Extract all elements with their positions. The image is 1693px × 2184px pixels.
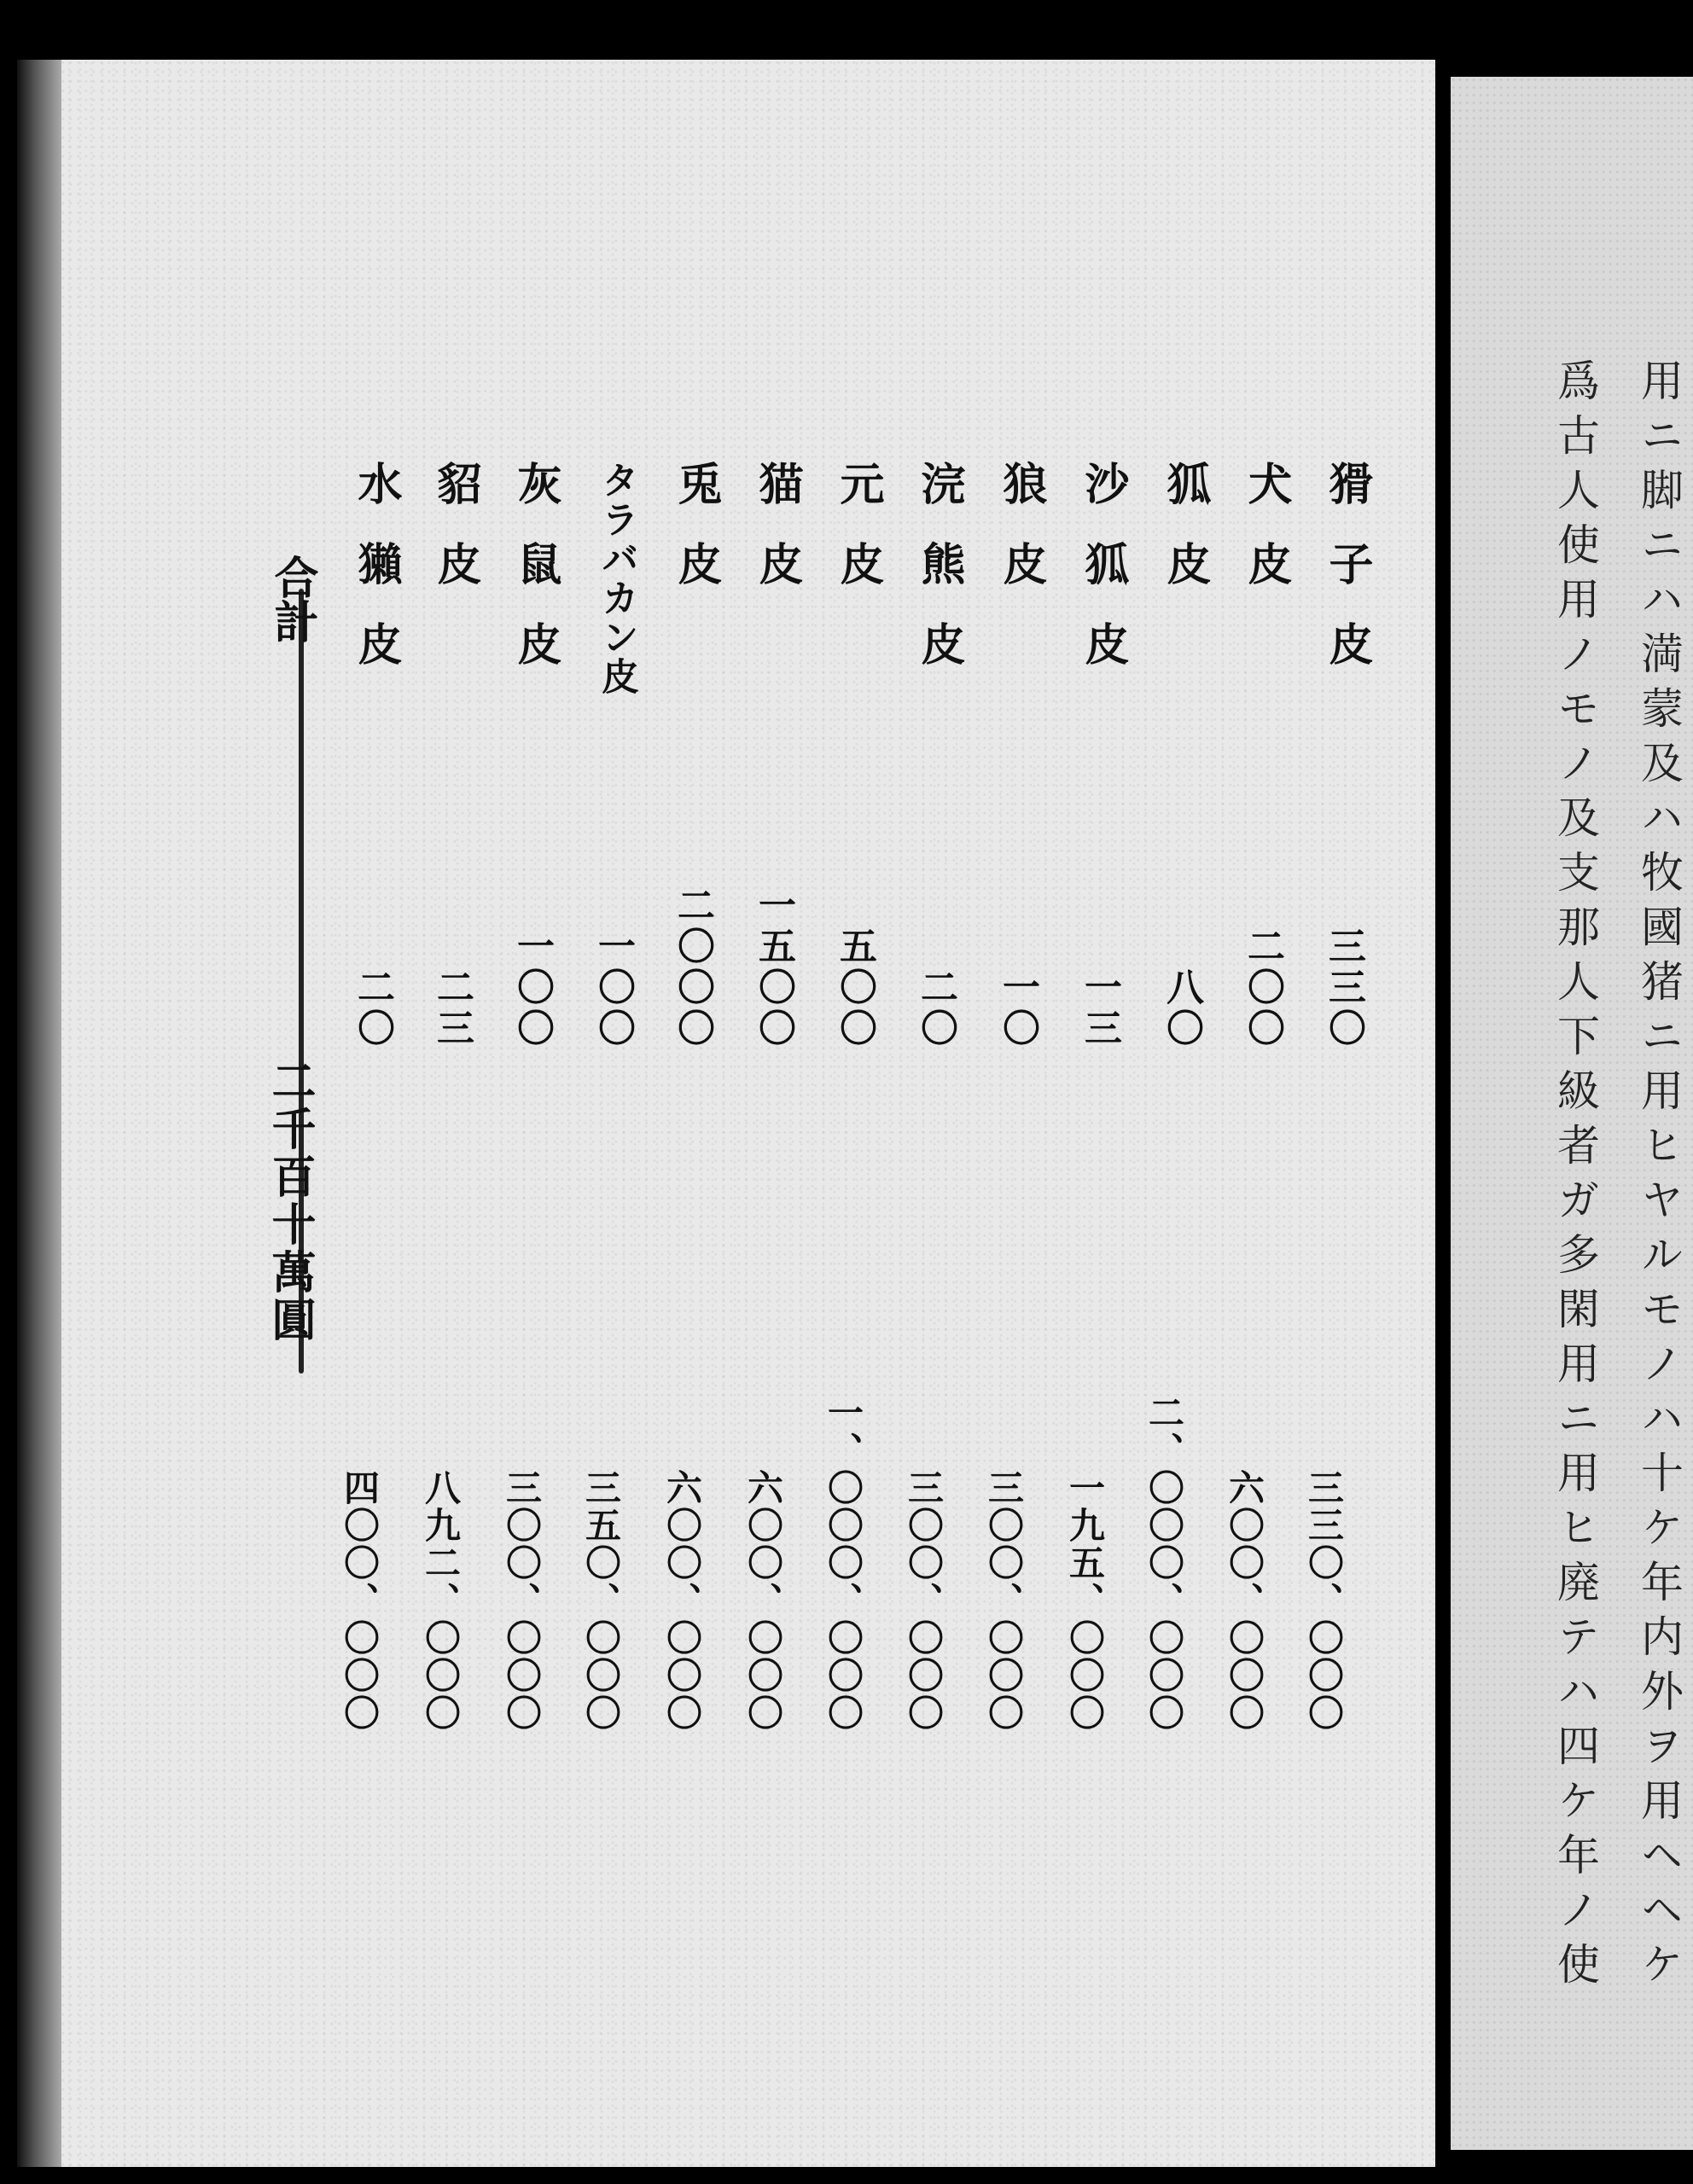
fur-quantity: 一〇〇 bbox=[510, 926, 554, 1049]
right-page-text-column: 用ニ脚ニハ満蒙及ハ牧國猪ニ用ヒヤルモノハ十ケ年内外ヲ用ヘヘケ bbox=[1634, 358, 1684, 1996]
fur-quantity: 三三〇 bbox=[1322, 926, 1365, 1049]
fur-value: 三五〇、〇〇〇 bbox=[580, 1469, 622, 1732]
fur-value: 六〇〇、〇〇〇 bbox=[1224, 1469, 1265, 1732]
fur-quantity: 二三 bbox=[430, 967, 474, 1049]
fur-name: 元皮 bbox=[832, 461, 884, 621]
book-page-edge bbox=[17, 60, 61, 2167]
fur-quantity: 二〇〇 bbox=[1241, 926, 1284, 1049]
fur-quantity: 二〇 bbox=[351, 967, 394, 1049]
fur-value: 三〇〇、〇〇〇 bbox=[903, 1469, 945, 1732]
fur-quantity: 一三 bbox=[1078, 967, 1121, 1049]
fur-value: 一九五、〇〇〇 bbox=[1064, 1469, 1106, 1732]
fur-name: 狐皮 bbox=[1159, 461, 1211, 621]
fur-name: 貂皮 bbox=[429, 461, 481, 621]
fur-value: 八九二、〇〇〇 bbox=[420, 1469, 462, 1732]
total-label: 合計 bbox=[266, 555, 318, 643]
fur-name: 水獺皮 bbox=[350, 461, 402, 701]
fur-quantity: 一〇〇 bbox=[591, 926, 635, 1049]
fur-value: 三〇〇、〇〇〇 bbox=[501, 1469, 543, 1732]
total-value: 二千百十萬圓 bbox=[264, 1058, 316, 1345]
fur-name: 浣熊皮 bbox=[913, 461, 965, 701]
fur-quantity: 五〇〇 bbox=[833, 926, 876, 1049]
fur-name: タラバカン皮 bbox=[595, 461, 638, 696]
fur-name: 猾子皮 bbox=[1321, 461, 1373, 701]
fur-name: 灰鼠皮 bbox=[509, 461, 561, 701]
fur-value: 三三〇、〇〇〇 bbox=[1303, 1469, 1345, 1732]
fur-name: 猫皮 bbox=[751, 461, 803, 621]
fur-quantity: 二〇 bbox=[914, 967, 957, 1049]
fur-value: 一、〇〇〇、〇〇〇 bbox=[823, 1394, 864, 1732]
fur-name: 犬皮 bbox=[1240, 461, 1292, 621]
fur-value: 二、〇〇〇、〇〇〇 bbox=[1143, 1394, 1185, 1732]
fur-quantity: 二〇〇〇 bbox=[671, 886, 714, 1049]
fur-value: 六〇〇、〇〇〇 bbox=[742, 1469, 784, 1732]
fur-name: 兎皮 bbox=[670, 461, 722, 621]
fur-name: 沙狐皮 bbox=[1077, 461, 1129, 701]
fur-value: 三〇〇、〇〇〇 bbox=[983, 1469, 1025, 1732]
fur-value: 六〇〇、〇〇〇 bbox=[661, 1469, 703, 1732]
fur-quantity: 八〇 bbox=[1160, 967, 1203, 1049]
fur-value: 四〇〇、〇〇〇 bbox=[339, 1469, 381, 1732]
fur-quantity: 一〇 bbox=[996, 967, 1039, 1049]
fur-quantity: 一五〇〇 bbox=[752, 886, 795, 1049]
fur-name: 狼皮 bbox=[995, 461, 1047, 621]
right-page-text-column: 爲古人使用ノモノ及支那人下級者ガ多閑用ニ用ヒ廃テハ四ケ年ノ使 bbox=[1550, 358, 1600, 1996]
